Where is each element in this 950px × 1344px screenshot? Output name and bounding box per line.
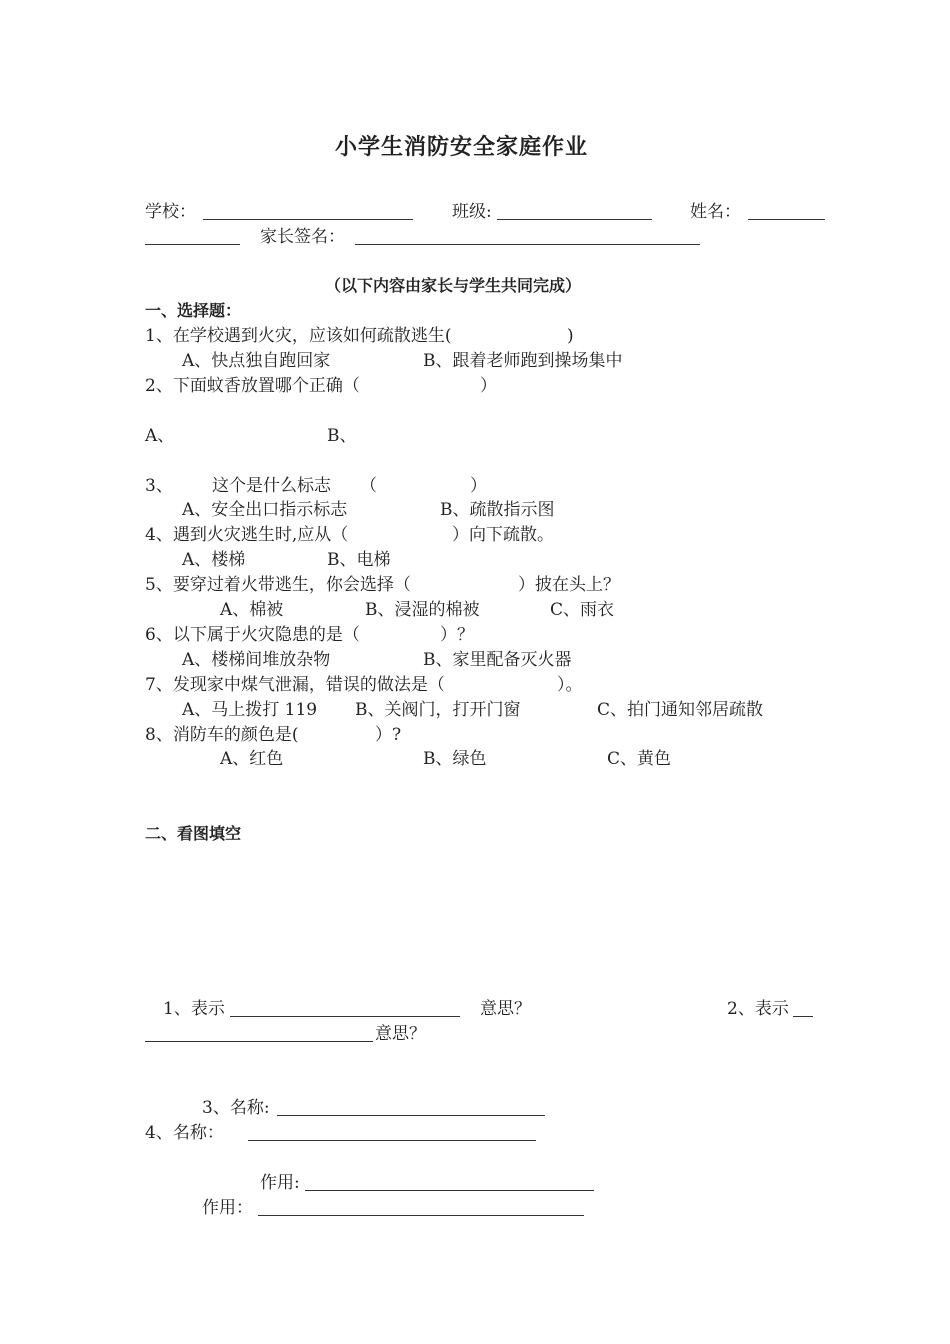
q1-close: ) (567, 326, 574, 346)
q1-option-b: B、跟着老师跑到操场集中 (423, 351, 623, 371)
class-label: 班级: (452, 202, 492, 222)
parent-signature-blank[interactable] (355, 244, 700, 245)
q1-text: 1、在学校遇到火灾，应该如何疏散逃生( (145, 326, 452, 346)
q6-option-a: A、楼梯间堆放杂物 (182, 650, 331, 670)
q7-option-b: B、关阀门，打开门窗 (355, 700, 521, 720)
q3-text: 这个是什么标志 (212, 476, 331, 496)
q2-option-a: A、 (145, 426, 175, 446)
fill4-use-label: 作用： (202, 1198, 253, 1218)
fill1-blank[interactable] (230, 1016, 460, 1017)
school-blank[interactable] (203, 219, 413, 220)
q5-option-c: C、雨衣 (550, 600, 615, 620)
q3-close: ） (470, 476, 487, 496)
q5-option-b: B、浸湿的棉被 (365, 600, 480, 620)
q8-option-a: A、红色 (220, 749, 284, 769)
q3-open: （ (360, 476, 377, 496)
fill3-use-label: 作用: (260, 1173, 300, 1193)
page-title: 小学生消防安全家庭作业 (335, 135, 589, 160)
q3-option-b: B、疏散指示图 (440, 500, 555, 520)
q8-option-c: C、黄色 (607, 749, 672, 769)
q7-option-a: A、马上拨打 119 (182, 700, 318, 720)
fill3-label: 3、名称: (202, 1098, 270, 1118)
q5-text: 5、要穿过着火带逃生，你会选择（ (145, 575, 411, 595)
class-blank[interactable] (497, 219, 652, 220)
parent-signature-label: 家长签名： (260, 227, 345, 247)
instruction-note: （以下内容由家长与学生共同完成） (325, 276, 582, 295)
fill1-suffix: 意思？ (480, 999, 531, 1019)
q8-close: ）? (375, 725, 402, 745)
q7-close: ）。 (557, 675, 583, 695)
q3-option-a: A、安全出口指示标志 (182, 500, 348, 520)
section2-heading: 二、看图填空 (145, 824, 242, 843)
q7-text: 7、发现家中煤气泄漏，错误的做法是（ (145, 675, 445, 695)
q8-option-b: B、绿色 (423, 749, 487, 769)
school-label: 学校： (145, 202, 196, 222)
fill2-suffix: 意思？ (375, 1024, 426, 1044)
fill4-label: 4、名称： (145, 1123, 224, 1143)
fill2-blank-continued[interactable] (145, 1041, 373, 1042)
q4-option-a: A、楼梯 (182, 550, 246, 570)
q1-option-a: A、快点独自跑回家 (182, 351, 331, 371)
name-blank-continued[interactable] (145, 244, 240, 245)
fill2-blank[interactable] (793, 1016, 813, 1017)
q3-number: 3、 (145, 476, 173, 496)
q4-close: ）向下疏散。 (452, 525, 554, 545)
fill2-label: 2、表示 (727, 999, 789, 1019)
q2-option-b: B、 (327, 426, 357, 446)
q2-text: 2、下面蚊香放置哪个正确（ (145, 376, 360, 396)
q8-text: 8、消防车的颜色是( (145, 725, 299, 745)
fill1-label: 1、表示 (163, 999, 225, 1019)
fill4-blank[interactable] (248, 1140, 536, 1141)
name-label: 姓名： (690, 202, 741, 222)
q6-text: 6、以下属于火灾隐患的是（ (145, 625, 360, 645)
q4-text: 4、遇到火灾逃生时,应从（ (145, 525, 349, 545)
q5-option-a: A、棉被 (220, 600, 284, 620)
q6-close: ）？ (440, 625, 474, 645)
fill4-use-blank[interactable] (258, 1215, 584, 1216)
fill3-use-blank[interactable] (305, 1190, 594, 1191)
q4-option-b: B、电梯 (327, 550, 391, 570)
section1-heading: 一、选择题： (145, 301, 242, 320)
q6-option-b: B、家里配备灭火器 (423, 650, 572, 670)
q2-close: ） (480, 376, 497, 396)
q7-option-c: C、拍门通知邻居疏散 (597, 700, 764, 720)
fill3-blank[interactable] (277, 1115, 545, 1116)
name-blank[interactable] (748, 219, 825, 220)
q5-close: ）披在头上？ (518, 575, 620, 595)
